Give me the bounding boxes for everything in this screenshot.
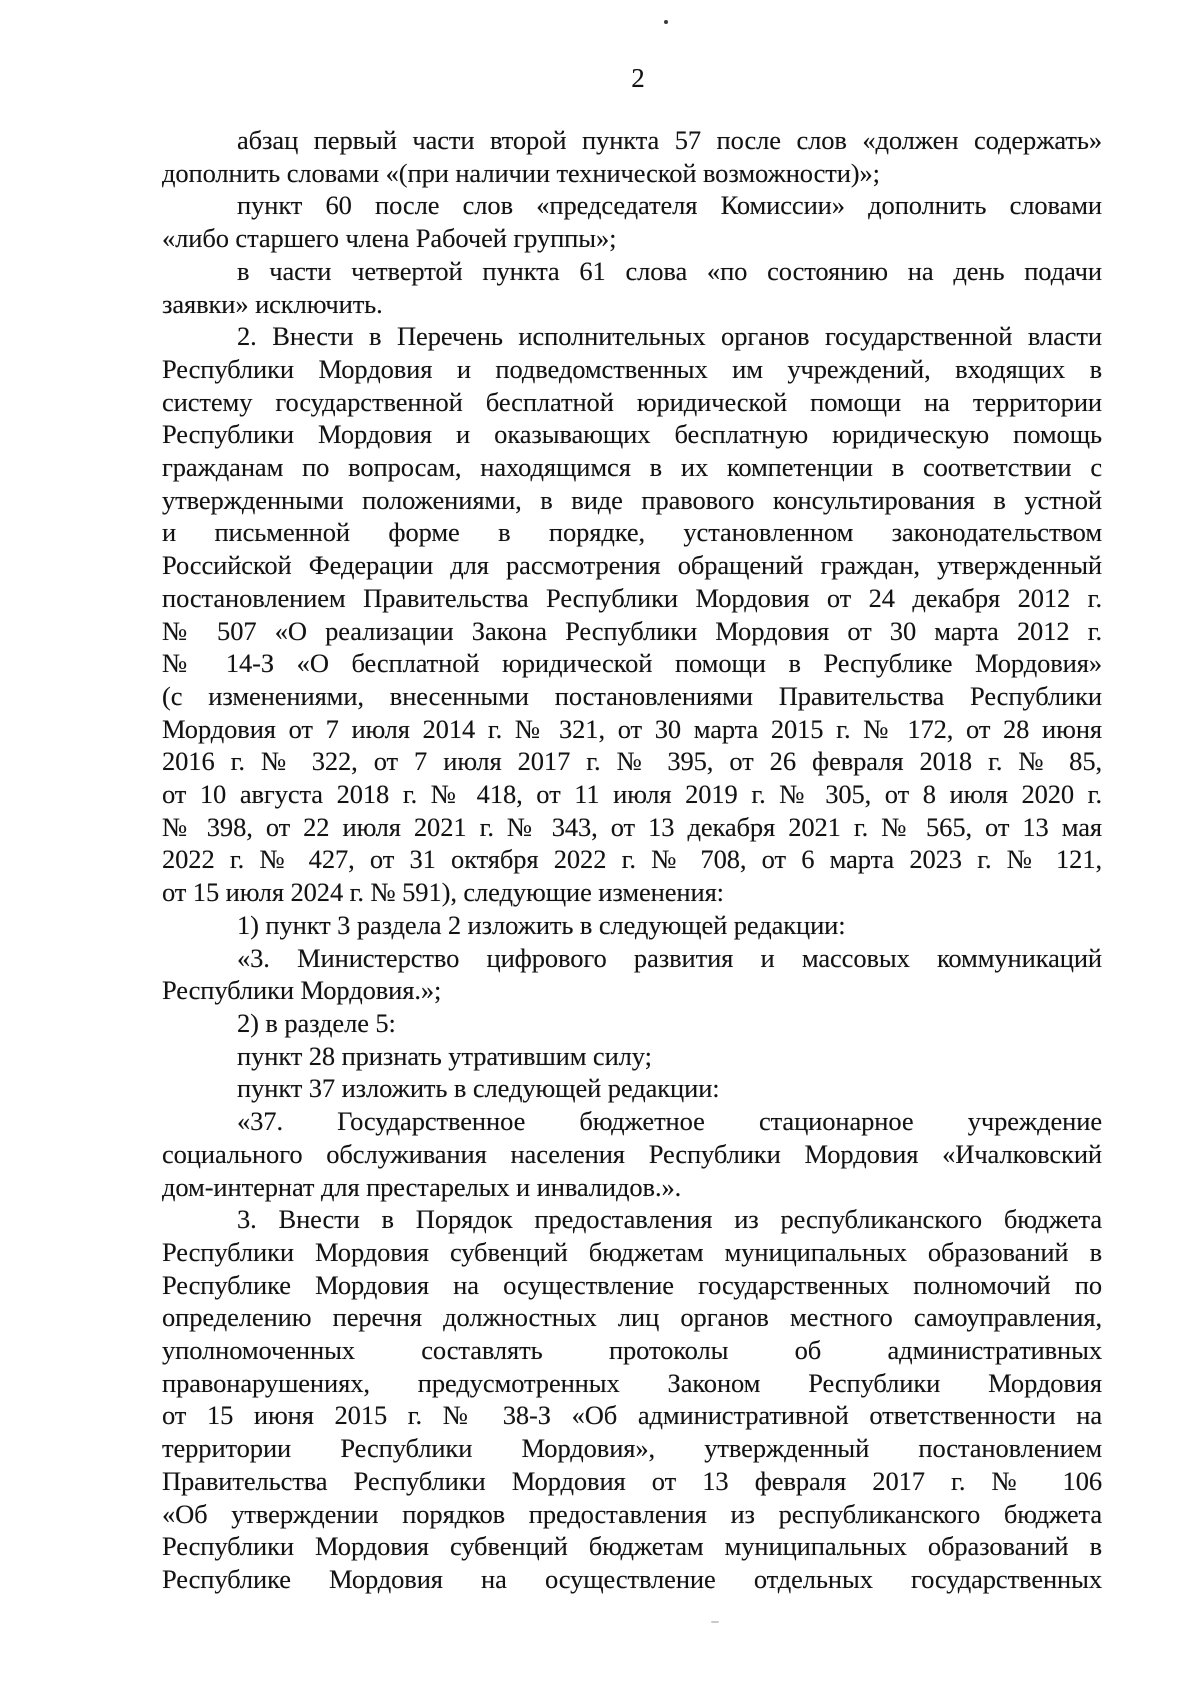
scan-artifact-mark (711, 1621, 719, 1623)
text-line: (с изменениями, внесенными постановлениями Правительства Республики (162, 680, 1102, 711)
text-line: Правительства Республики Мордовия от 13 февраля 2017 г. № 106 (162, 1465, 1102, 1496)
text-line: социального обслуживания населения Республики Мордовия «Ичалковский (162, 1138, 1102, 1169)
text-line: 2016 г. № 322, от 7 июля 2017 г. № 395, от 26 февраля 2018 г. № 85, (162, 746, 1102, 777)
text-line: № 398, от 22 июля 2021 г. № 343, от 13 декабря 2021 г. № 565, от 13 мая (162, 811, 1102, 842)
document-body (162, 124, 1102, 1596)
paragraph (162, 255, 1102, 320)
text-line: пункт 28 признать утратившим силу; (237, 1040, 652, 1071)
paragraph (162, 1007, 1102, 1040)
scan-artifact-dot (664, 20, 668, 24)
text-line: от 10 августа 2018 г. № 418, от 11 июля 2019 г. № 305, от 8 июля 2020 г. (162, 779, 1102, 810)
paragraph (162, 320, 1102, 909)
text-line: «37. Государственное бюджетное стационарное учреждение (237, 1106, 1102, 1137)
text-line: 2022 г. № 427, от 31 октября 2022 г. № 708, от 6 марта 2023 г. № 121, (162, 844, 1102, 875)
paragraph (162, 1105, 1102, 1203)
paragraph (162, 1072, 1102, 1105)
text-line: от 15 июня 2015 г. № 38-З «Об административной ответственности на (162, 1400, 1102, 1431)
text-line: Республики Мордовия и оказывающих бесплатную юридическую помощь (162, 419, 1102, 450)
paragraph (162, 909, 1102, 942)
text-line: абзац первый части второй пункта 57 после слов «должен содержать» (237, 125, 1102, 155)
text-line: и письменной форме в порядке, установленном законодательством (162, 517, 1102, 548)
text-line: пункт 37 изложить в следующей редакции: (237, 1073, 720, 1104)
text-line: Республики Мордовия.»; (162, 975, 442, 1006)
text-line: Мордовия от 7 июля 2014 г. № 321, от 30 марта 2015 г. № 172, от 28 июня (162, 713, 1102, 744)
text-line: № 507 «О реализации Закона Республики Мордовия от 30 марта 2012 г. (162, 615, 1102, 646)
text-line: систему государственной бесплатной юридической помощи на территории (162, 386, 1102, 417)
text-line: Республике Мордовия на осуществление отдельных государственных (162, 1563, 1102, 1594)
text-line: уполномоченных составлять протоколы об административных (162, 1335, 1102, 1366)
text-line: от 15 июля 2024 г. № 591), следующие изменения: (162, 877, 724, 908)
text-line: «либо старшего члена Рабочей группы»; (162, 223, 617, 254)
text-line: Республики Мордовия субвенций бюджетам муниципальных образований в (162, 1531, 1102, 1562)
paragraph (162, 1040, 1102, 1073)
text-line: территории Республики Мордовия», утвержденный постановлением (162, 1433, 1102, 1464)
page-number: 2 (631, 63, 645, 93)
text-line: 2) в разделе 5: (237, 1007, 396, 1038)
text-line: «Об утверждении порядков предоставления из республиканского бюджета (162, 1498, 1102, 1529)
paragraph (162, 189, 1102, 254)
text-line: заявки» исключить. (162, 288, 383, 319)
text-line: пункт 60 после слов «председателя Комиссии» дополнить словами (237, 190, 1102, 221)
paragraph (162, 124, 1102, 189)
text-line: гражданам по вопросам, находящимся в их компетенции в соответствии с (162, 452, 1102, 483)
text-line: дом-интернат для престарелых и инвалидов.». (162, 1171, 682, 1202)
text-line: утвержденными положениями, в виде правового консультирования в устной (162, 484, 1102, 515)
text-line: Республики Мордовия субвенций бюджетам муниципальных образований в (162, 1236, 1102, 1267)
text-line: в части четвертой пункта 61 слова «по состоянию на день подачи (237, 255, 1102, 286)
text-line: Республике Мордовия на осуществление государственных полномочий по (162, 1269, 1102, 1300)
text-line: № 14-З «О бесплатной юридической помощи в Республике Мордовия» (162, 648, 1102, 679)
paragraph (162, 1203, 1102, 1595)
text-line: правонарушениях, предусмотренных Законом Республики Мордовия (162, 1367, 1102, 1398)
text-line: дополнить словами «(при наличии технической возможности)»; (162, 157, 880, 188)
text-line: постановлением Правительства Республики Мордовия от 24 декабря 2012 г. (162, 582, 1102, 613)
text-line: 2. Внести в Перечень исполнительных органов государственной власти (237, 321, 1102, 352)
text-line: 1) пункт 3 раздела 2 изложить в следующей редакции: (237, 909, 846, 940)
text-line: определению перечня должностных лиц органов местного самоуправления, (162, 1302, 1102, 1333)
text-line: Российской Федерации для рассмотрения обращений граждан, утвержденный (162, 550, 1102, 581)
paragraph (162, 942, 1102, 1007)
text-line: 3. Внести в Порядок предоставления из республиканского бюджета (237, 1204, 1102, 1235)
text-line: «3. Министерство цифрового развития и массовых коммуникаций (237, 942, 1102, 973)
text-line: Республики Мордовия и подведомственных им учреждений, входящих в (162, 353, 1102, 384)
